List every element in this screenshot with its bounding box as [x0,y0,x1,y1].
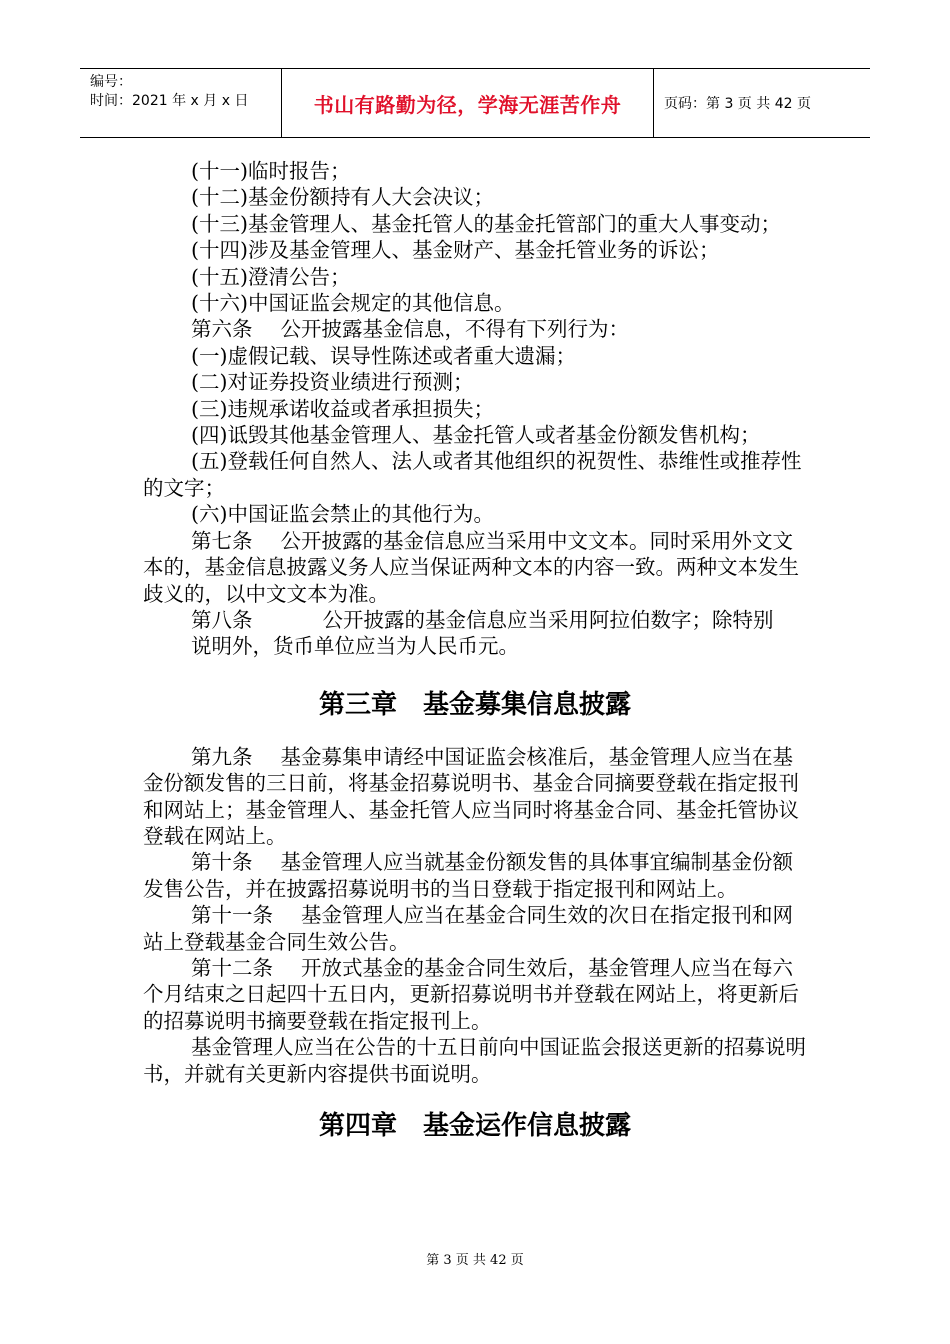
header-page-number: 页码：第 3 页 共 42 页 [664,96,811,112]
chapter-3-heading: 第三章 基金募集信息披露 [318,689,631,720]
list-item: (三)违规承诺收益或者承担损失； [191,396,494,421]
list-item: (一)虚假记载、误导性陈述或者重大遗漏； [191,343,576,368]
code-label: 编号： [90,74,132,90]
article-12-paragraph-2: 基金管理人应当在公告的十五日前向中国证监会报送更新的招募说明书，并就有关更新内容提供书面说明。 [143,1035,806,1086]
article-text: 公开披露的基金信息应当采用阿拉伯数字；除特别 [322,607,774,632]
header-motto: 书山有路勤为径，学海无涯苦作舟 [282,69,654,137]
article-title: 第九条 [191,744,253,769]
list-item: (十二)基金份额持有人大会决议； [191,185,494,210]
article-title: 第十条 [191,850,253,875]
article-9 [143,744,807,850]
list-item: (四)诋毁其他基金管理人、基金托管人或者基金份额发售机构； [191,423,761,448]
list-item: (十五)澄清公告； [191,264,351,289]
header-meta [80,69,282,137]
list-item: (二)对证券投资业绩进行预测； [191,370,474,395]
list-item: (五)登载任何自然人、法人或者其他组织的祝贺性、恭维性或推荐性的文字； [143,449,802,500]
article-12 [143,955,807,1034]
list-item: (十四)涉及基金管理人、基金财产、基金托管业务的诉讼； [191,238,720,263]
article-text: 公开披露的基金信息应当采用中文文本。同时采用外文文本的，基金信息披露义务人应当保证两种文本的内容一致。两种文本发生歧义的，以中文文本为准。 [143,528,799,606]
list-item: (十三)基金管理人、基金托管人的基金托管部门的重大人事变动； [191,211,781,236]
page-footer: 第 3 页 共 42 页 [426,1253,524,1268]
article-title: 第八条 [191,607,253,632]
article-text: 基金管理人应当就基金份额发售的具体事宜编制基金份额发售公告，并在披露招募说明书的当日登载于指定报刊和网站上。 [143,850,793,901]
article-text: 基金管理人应当在基金合同生效的次日在指定报刊和网站上登载基金合同生效公告。 [143,903,793,954]
document-header [80,68,870,138]
article-title: 第十二条 [191,955,273,980]
article-8-continued: 说明外，货币单位应当为人民币元。 [191,634,519,659]
article-10 [143,849,807,902]
article-6 [143,316,807,342]
article-7 [143,528,807,607]
list-item: (六)中国证监会禁止的其他行为。 [191,502,494,527]
article-title: 第十一条 [191,903,273,928]
article-8 [143,607,807,633]
list-item: (十一)临时报告； [191,159,351,183]
date-label: 时间：2021 年 x 月 x 日 [90,93,249,109]
list-item: (十六)中国证监会规定的其他信息。 [191,291,515,316]
article-text: 公开披露基金信息，不得有下列行为： [280,317,629,342]
article-title: 第六条 [191,317,253,342]
article-text: 开放式基金的基金合同生效后，基金管理人应当在每六个月结束之日起四十五日内，更新招募说明书并登载在网站上，将更新后的招募说明书摘要登载在指定报刊上。 [143,955,799,1033]
article-text: 基金募集申请经中国证监会核准后，基金管理人应当在基金份额发售的三日前，将基金招募说明书、基金合同摘要登载在指定报刊和网站上；基金管理人、基金托管人应当同时将基金合同、基金托管协议登载在网站上。 [143,744,799,848]
chapter-4-heading: 第四章 基金运作信息披露 [318,1111,631,1141]
article-11 [143,902,807,955]
article-title: 第七条 [191,528,253,553]
document-body [143,158,807,1143]
